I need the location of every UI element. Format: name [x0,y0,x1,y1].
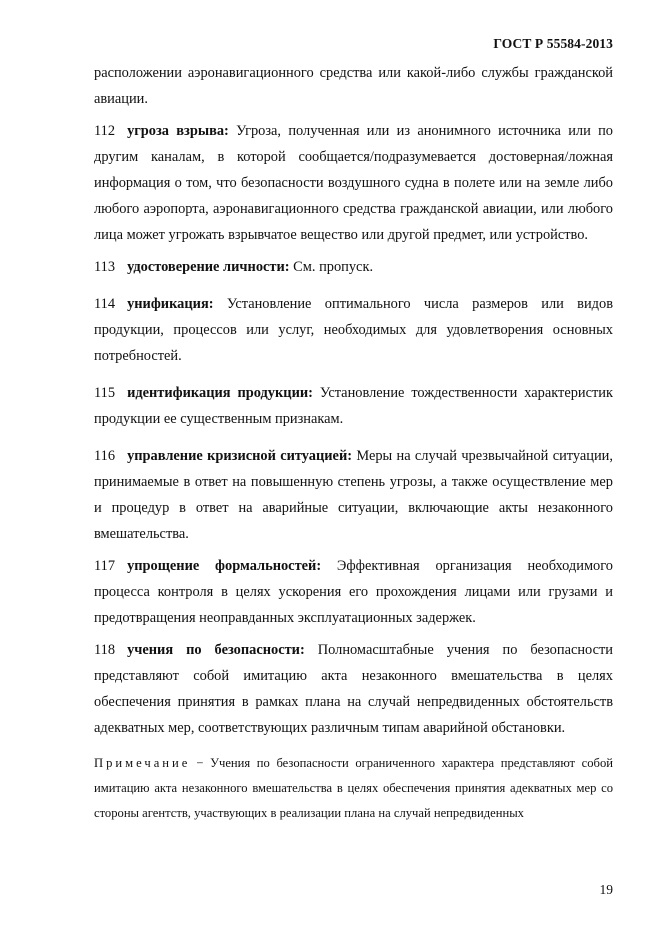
term-definition: Полномасштабные учения по безопасности представляют собой имитацию акта незаконного вмешательства в целях обеспечения принятия в рамках плана на случай непредвиденных обстоятельств адекватных мер, соответствующих различным типам аварийной обстановки. [94,642,613,736]
page-number: 19 [599,882,613,897]
term-number: 114 [94,296,116,312]
term-number: 118 [94,642,116,658]
term-name: учения по безопасности: [127,642,305,658]
term-entry-115 [94,380,613,432]
term-name: унификация: [127,296,214,312]
term-name: идентификация продукции: [127,385,313,401]
term-number: 117 [94,558,116,574]
term-definition: Эффективная организация необходимого процесса контроля в целях ускорения его прохождения лицами или грузами и предотвращения неоправданных эксплуатационных задержек. [94,558,613,626]
term-number: 115 [94,385,116,401]
term-number: 112 [94,123,116,139]
term-definition: Угроза, полученная или из анонимного источника или по другим каналам, в которой сообщается/подразумевается достоверная/ложная информация о том, что безопасности воздушного судна в полете или на земле либо любого аэропорта, аэронавигационного средства гражданской авиации, или любого лица может угрожать взрывчатое вещество или другой предмет, или устройство. [94,123,613,243]
term-name: угроза взрыва: [127,123,229,139]
note-label: Примечание [94,756,191,770]
term-name: упрощение формальностей: [127,558,322,574]
term-definition: Установление оптимального числа размеров или видов продукции, процессов или услуг, необходимых для удовлетворения основных потребностей. [94,296,613,364]
term-entry-112 [94,118,613,248]
term-entry-116 [94,443,613,547]
term-entry-118 [94,637,613,741]
term-number: 116 [94,448,116,464]
term-definition: Меры на случай чрезвычайной ситуации, принимаемые в ответ на повышенную степень угрозы, а также осуществление мер и процедур в ответ на аварийные ситуации, включающие акты незаконного вмешательства. [94,448,613,542]
term-name: управление кризисной ситуацией: [127,448,353,464]
term-entry-113 [94,254,613,280]
note-text: Учения по безопасности ограниченного характера представляют собой имитацию акта незаконного вмешательства в целях обеспечения принятия адекватных мер со стороны агентств, участвующих в реализации плана на случай непредвиденных [94,756,613,820]
document-id-header: ГОСТ Р 55584-2013 [493,36,613,51]
term-number: 113 [94,259,116,275]
term-definition: Установление тождественности характеристик продукции ее существенным признакам. [94,385,613,427]
note-dash: − [196,756,204,770]
term-entry-117 [94,553,613,631]
term-name: удостоверение личности: [127,259,290,275]
term-entry-114 [94,291,613,369]
page-content [94,60,613,826]
term-definition: См. пропуск. [293,259,374,275]
continuation-paragraph: расположении аэронавигационного средства или какой-либо службы гражданской авиации. [94,65,613,107]
note-block [94,751,613,826]
